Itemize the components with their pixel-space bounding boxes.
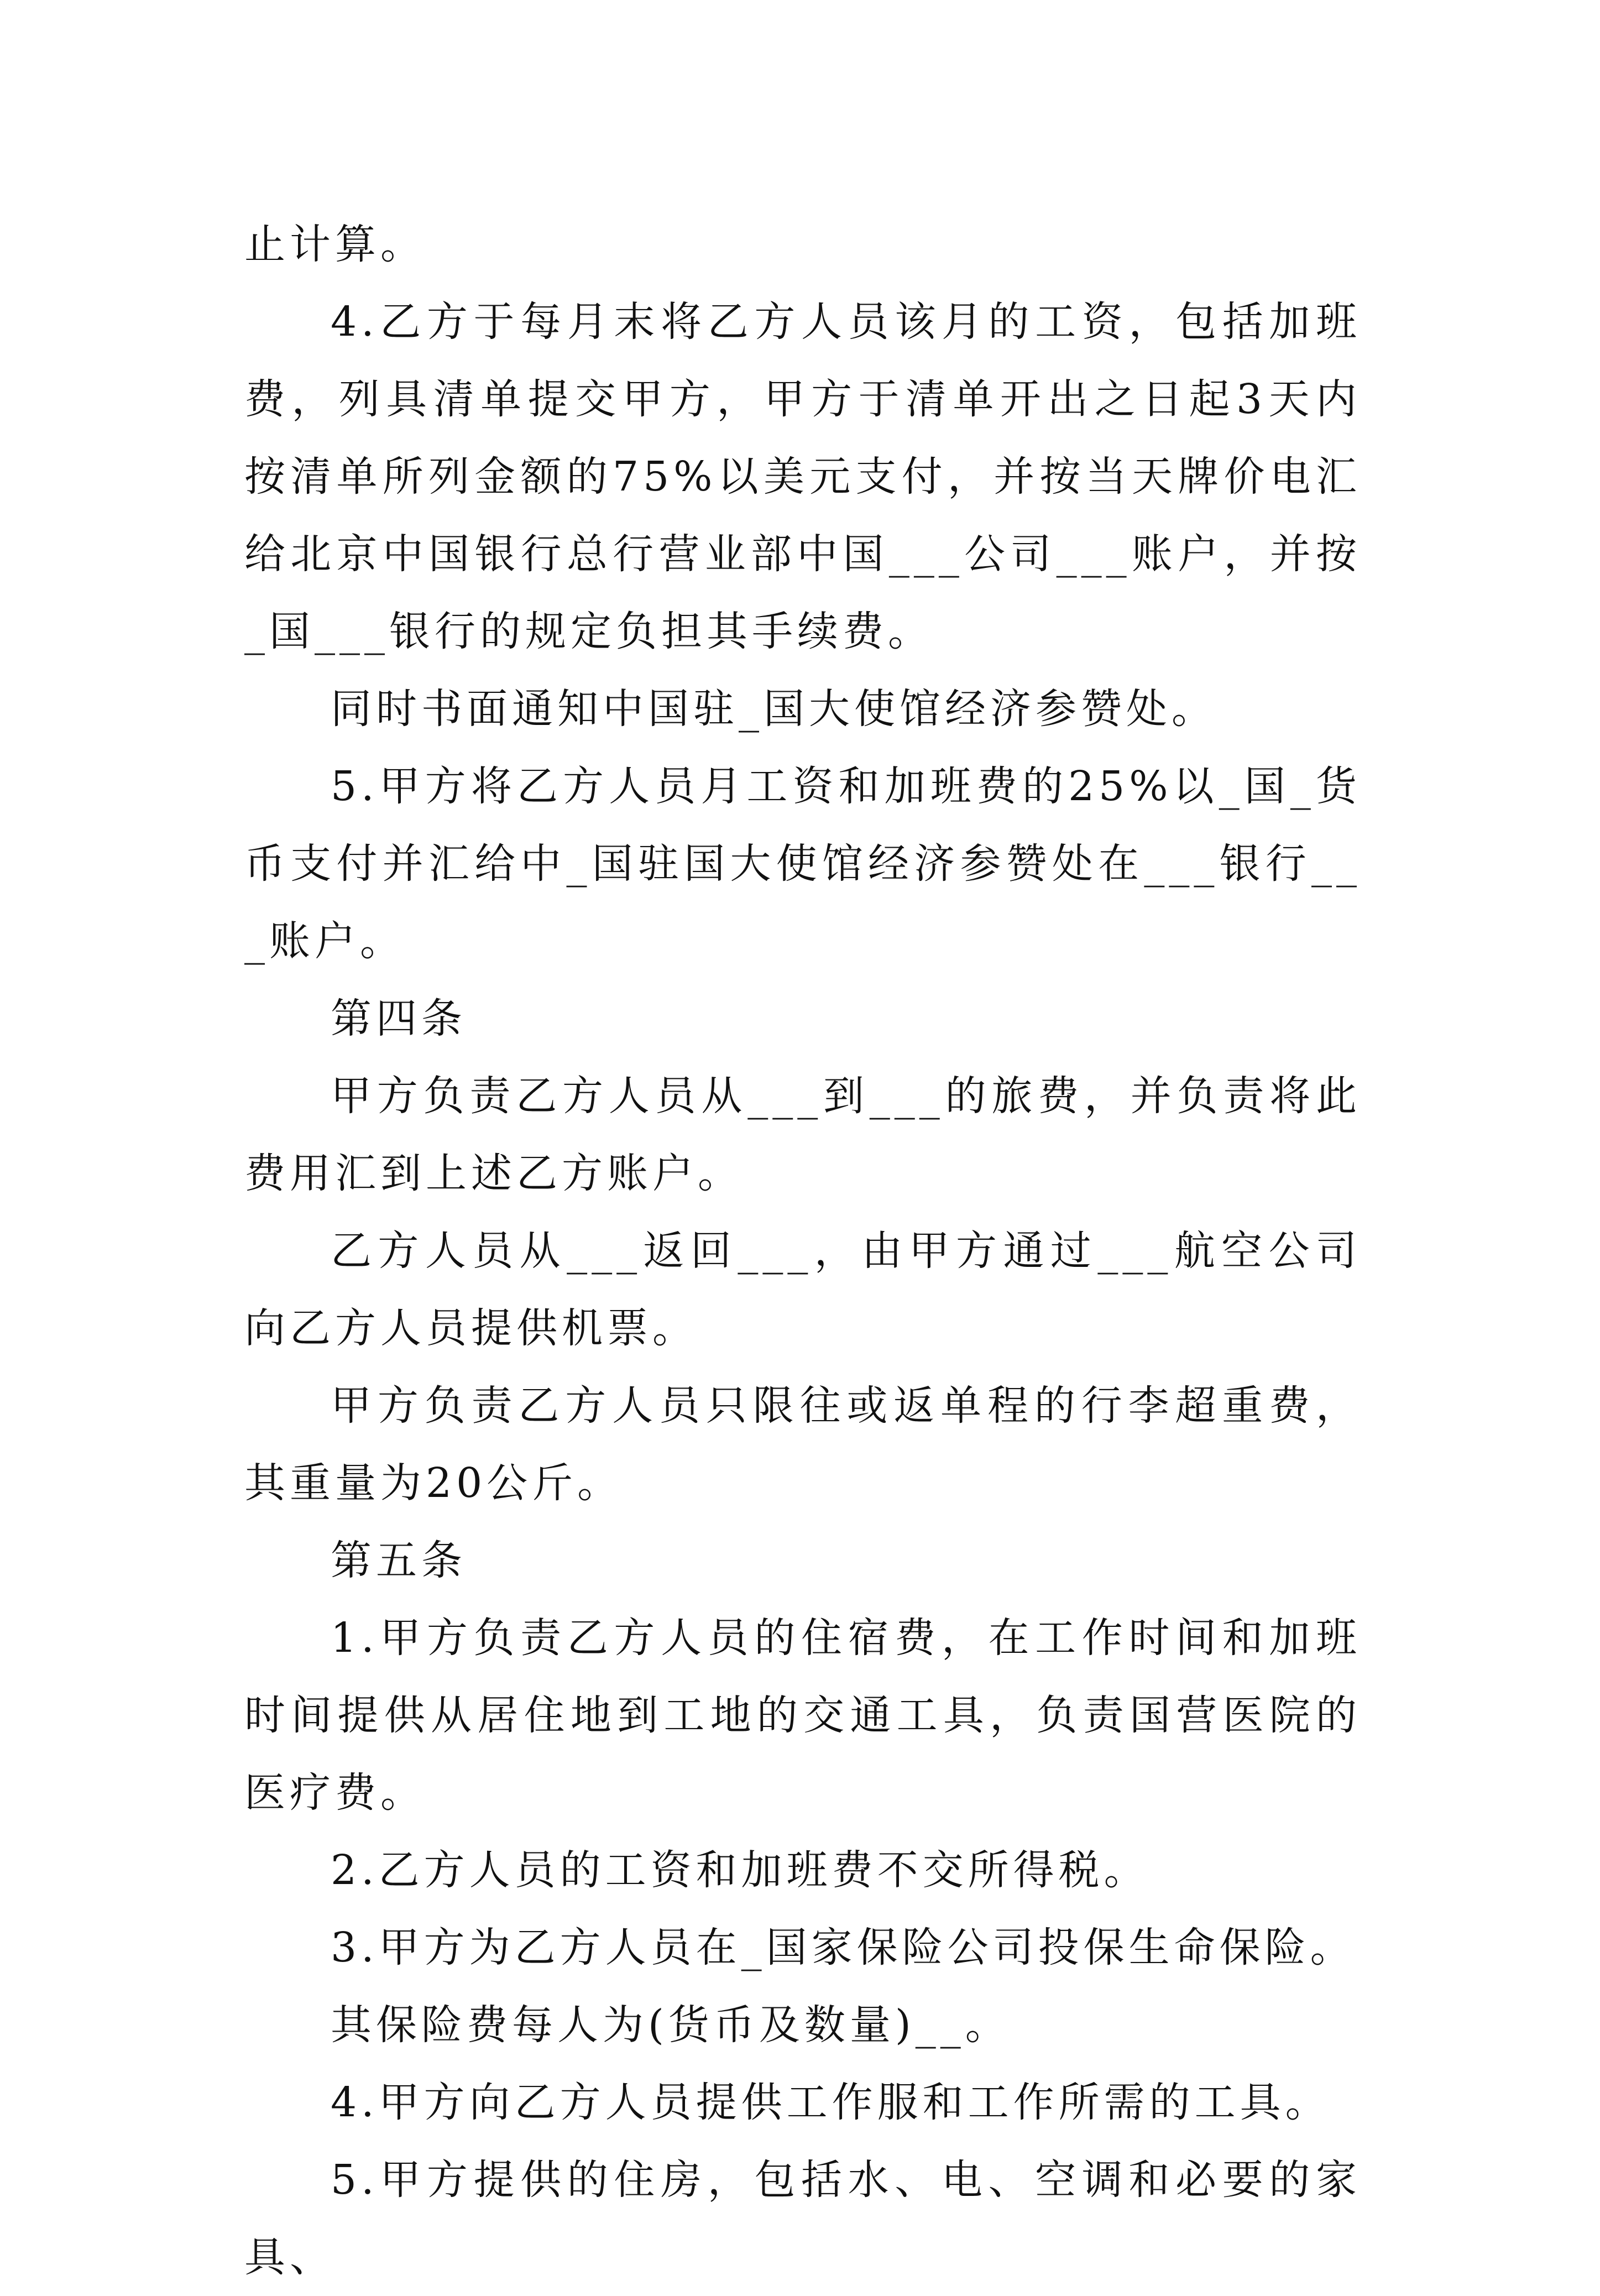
paragraph-clause-5-item-1: 1.甲方负责乙方人员的住宿费，在工作时间和加班时间提供从居住地到工地的交通工具，负责国营医院的医疗费。 <box>244 1614 1361 1817</box>
paragraph-travel-expense: 甲方负责乙方人员从___到___的旅费，并负责将此费用汇到上述乙方账户。 <box>244 1072 1361 1197</box>
paragraph-clause-5-item-4: 4.甲方向乙方人员提供工作服和工作所需的工具。 <box>331 2079 1331 2126</box>
document-body <box>244 206 1361 2296</box>
paragraph-clause-5-item-2: 2.乙方人员的工资和加班费不交所得税。 <box>331 1846 1149 1894</box>
article-heading-4: 第四条 <box>331 995 467 1042</box>
paragraph-continuation: 止计算。 <box>244 221 426 268</box>
paragraph-return-ticket: 乙方人员从___返回___，由甲方通过___航空公司向乙方人员提供机票。 <box>244 1227 1361 1352</box>
paragraph-insurance-fee: 其保险费每人为(货币及数量)__。 <box>331 2001 1011 2049</box>
paragraph-clause-5-item-3: 3.甲方为乙方人员在_国家保险公司投保生命保险。 <box>331 1924 1356 1971</box>
paragraph-clause-3-item-5: 5.甲方将乙方人员月工资和加班费的25%以_国_货币支付并汇给中_国驻国大使馆经济参赞处在___银行___账户。 <box>244 763 1361 965</box>
paragraph-clause-5-item-5: 5.甲方提供的住房，包括水、电、空调和必要的家具、 <box>244 2156 1361 2281</box>
article-heading-5: 第五条 <box>331 1537 467 1584</box>
paragraph-clause-3-item-4: 4.乙方于每月末将乙方人员该月的工资，包括加班费，列具清单提交甲方，甲方于清单开出之日起3天内按清单所列金额的75%以美元支付，并按当天牌价电汇给北京中国银行总行营业部中国___公司___账户，并按_国___银行的规定负担其手续费。 <box>244 298 1361 655</box>
paragraph-notice: 同时书面通知中国驻_国大使馆经济参赞处。 <box>331 685 1217 733</box>
paragraph-baggage: 甲方负责乙方人员只限往或返单程的行李超重费，其重量为20公斤。 <box>244 1382 1361 1507</box>
